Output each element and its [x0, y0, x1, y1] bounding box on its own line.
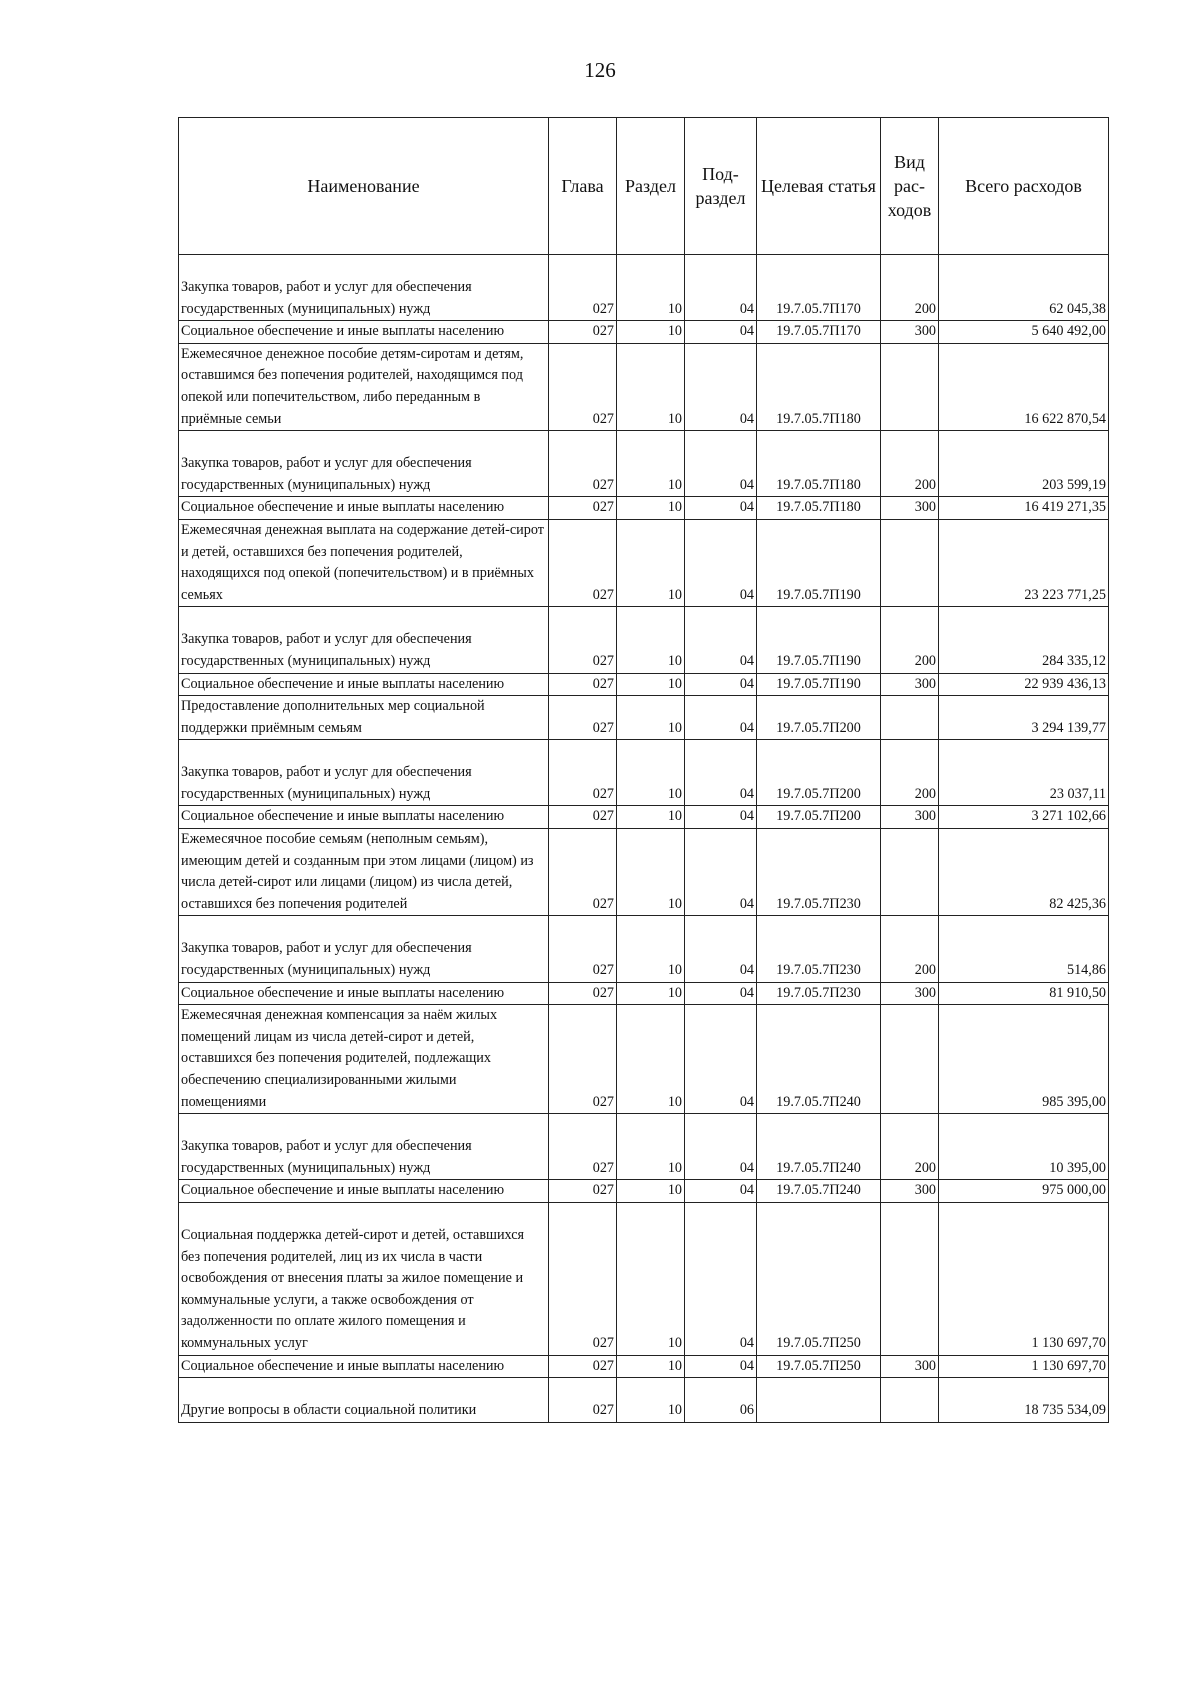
- row-subsection: 04: [685, 1114, 757, 1180]
- row-section: 10: [617, 696, 685, 740]
- table-row: [179, 1005, 1109, 1114]
- row-target: 19.7.05.7П240: [757, 1005, 881, 1114]
- row-name: Закупка товаров, работ и услуг для обеспечения государственных (муниципальных) нужд: [179, 740, 549, 806]
- row-name: Закупка товаров, работ и услуг для обеспечения государственных (муниципальных) нужд: [179, 607, 549, 673]
- row-type: 300: [881, 321, 939, 344]
- row-type: [881, 1005, 939, 1114]
- row-chapter: 027: [549, 916, 617, 982]
- row-subsection: 04: [685, 673, 757, 696]
- row-type: [881, 519, 939, 606]
- row-name: Социальное обеспечение и иные выплаты населению: [179, 806, 549, 829]
- row-section: 10: [617, 321, 685, 344]
- row-chapter: 027: [549, 1114, 617, 1180]
- row-chapter: 027: [549, 696, 617, 740]
- table-row: [179, 519, 1109, 606]
- col-target-header: Целевая статья: [757, 118, 881, 255]
- row-subsection: 04: [685, 1005, 757, 1114]
- row-target: 19.7.05.7П190: [757, 607, 881, 673]
- row-total: 23 037,11: [939, 740, 1109, 806]
- row-subsection: 04: [685, 255, 757, 321]
- row-type: 300: [881, 982, 939, 1005]
- row-name: Ежемесячное пособие семьям (неполным семьям), имеющим детей и созданным при этом лицами (лицом) из числа детей-сирот или лицами (лицом) из числа детей, оставшихся без попечения родителей: [179, 829, 549, 916]
- row-section: 10: [617, 497, 685, 520]
- row-section: 10: [617, 255, 685, 321]
- row-total: 985 395,00: [939, 1005, 1109, 1114]
- table-row: [179, 829, 1109, 916]
- table-row: [179, 1378, 1109, 1423]
- row-subsection: 06: [685, 1378, 757, 1423]
- page-number: 126: [584, 58, 616, 82]
- row-name: Закупка товаров, работ и услуг для обеспечения государственных (муниципальных) нужд: [179, 431, 549, 497]
- row-target: 19.7.05.7П240: [757, 1114, 881, 1180]
- row-chapter: 027: [549, 343, 617, 430]
- row-chapter: 027: [549, 1202, 617, 1355]
- row-subsection: 04: [685, 431, 757, 497]
- col-type-header: Вид рас-ходов: [881, 118, 939, 255]
- row-subsection: 04: [685, 829, 757, 916]
- table-row: [179, 673, 1109, 696]
- row-total: 203 599,19: [939, 431, 1109, 497]
- row-name: Социальное обеспечение и иные выплаты населению: [179, 1355, 549, 1378]
- row-subsection: 04: [685, 740, 757, 806]
- row-chapter: 027: [549, 1005, 617, 1114]
- table-row: [179, 497, 1109, 520]
- row-subsection: 04: [685, 916, 757, 982]
- row-total: 22 939 436,13: [939, 673, 1109, 696]
- row-subsection: 04: [685, 497, 757, 520]
- row-total: 23 223 771,25: [939, 519, 1109, 606]
- row-total: 18 735 534,09: [939, 1378, 1109, 1423]
- table-row: [179, 607, 1109, 673]
- row-type: 200: [881, 255, 939, 321]
- row-target: 19.7.05.7П180: [757, 343, 881, 430]
- row-target: 19.7.05.7П180: [757, 431, 881, 497]
- row-subsection: 04: [685, 607, 757, 673]
- row-name: Предоставление дополнительных мер социальной поддержки приёмным семьям: [179, 696, 549, 740]
- row-total: 81 910,50: [939, 982, 1109, 1005]
- row-chapter: 027: [549, 982, 617, 1005]
- table-body: [179, 255, 1109, 1423]
- row-target: 19.7.05.7П200: [757, 740, 881, 806]
- table-row: [179, 916, 1109, 982]
- row-subsection: 04: [685, 696, 757, 740]
- row-total: 16 419 271,35: [939, 497, 1109, 520]
- row-chapter: 027: [549, 1180, 617, 1203]
- row-type: 200: [881, 740, 939, 806]
- row-target: 19.7.05.7П200: [757, 696, 881, 740]
- row-subsection: 04: [685, 1202, 757, 1355]
- row-chapter: 027: [549, 1355, 617, 1378]
- row-target: 19.7.05.7П230: [757, 829, 881, 916]
- row-total: 1 130 697,70: [939, 1355, 1109, 1378]
- row-type: [881, 696, 939, 740]
- table-row: [179, 1180, 1109, 1203]
- table-row: [179, 1202, 1109, 1355]
- row-section: 10: [617, 1005, 685, 1114]
- row-type: [881, 829, 939, 916]
- row-type: 200: [881, 1114, 939, 1180]
- budget-table: [178, 117, 1109, 1423]
- row-type: 300: [881, 497, 939, 520]
- table-row: [179, 255, 1109, 321]
- col-subsection-header: Под-раздел: [685, 118, 757, 255]
- row-section: 10: [617, 829, 685, 916]
- row-subsection: 04: [685, 982, 757, 1005]
- row-target: 19.7.05.7П240: [757, 1180, 881, 1203]
- row-section: 10: [617, 607, 685, 673]
- row-total: 284 335,12: [939, 607, 1109, 673]
- row-section: 10: [617, 431, 685, 497]
- table-row: [179, 343, 1109, 430]
- row-chapter: 027: [549, 255, 617, 321]
- col-total-header: Всего расходов: [939, 118, 1109, 255]
- row-name: Ежемесячная денежная выплата на содержание детей-сирот и детей, оставшихся без попечения родителей, находящихся под опекой (попечительством) и в приёмных семьях: [179, 519, 549, 606]
- row-subsection: 04: [685, 343, 757, 430]
- table-row: [179, 1114, 1109, 1180]
- row-section: 10: [617, 1180, 685, 1203]
- row-type: 200: [881, 431, 939, 497]
- row-subsection: 04: [685, 519, 757, 606]
- table-row: [179, 740, 1109, 806]
- col-chapter-header: Глава: [549, 118, 617, 255]
- row-target: 19.7.05.7П250: [757, 1355, 881, 1378]
- header-row: [179, 118, 1109, 255]
- row-type: [881, 1202, 939, 1355]
- row-chapter: 027: [549, 740, 617, 806]
- row-target: 19.7.05.7П190: [757, 673, 881, 696]
- row-target: 19.7.05.7П180: [757, 497, 881, 520]
- row-chapter: 027: [549, 673, 617, 696]
- row-type: 200: [881, 607, 939, 673]
- table-row: [179, 1355, 1109, 1378]
- row-target: 19.7.05.7П230: [757, 982, 881, 1005]
- table-row: [179, 696, 1109, 740]
- row-name: Закупка товаров, работ и услуг для обеспечения государственных (муниципальных) нужд: [179, 1114, 549, 1180]
- row-total: 3 294 139,77: [939, 696, 1109, 740]
- table-row: [179, 431, 1109, 497]
- row-section: 10: [617, 806, 685, 829]
- row-name: Другие вопросы в области социальной политики: [179, 1378, 549, 1423]
- row-name: Ежемесячное денежное пособие детям-сиротам и детям, оставшимся без попечения родителей, находящимся под опекой или попечительством, либо переданным в приёмные семьи: [179, 343, 549, 430]
- row-target: 19.7.05.7П170: [757, 321, 881, 344]
- row-total: 3 271 102,66: [939, 806, 1109, 829]
- row-section: 10: [617, 673, 685, 696]
- row-section: 10: [617, 740, 685, 806]
- row-name: Социальная поддержка детей-сирот и детей, оставшихся без попечения родителей, лиц из их числа в части освобождения от внесения платы за жилое помещение и коммунальные услуги, а также освобождения от задолженности по оплате жилого помещения и коммунальных услуг: [179, 1202, 549, 1355]
- row-name: Социальное обеспечение и иные выплаты населению: [179, 321, 549, 344]
- row-total: 62 045,38: [939, 255, 1109, 321]
- table-row: [179, 806, 1109, 829]
- row-chapter: 027: [549, 497, 617, 520]
- row-name: Закупка товаров, работ и услуг для обеспечения государственных (муниципальных) нужд: [179, 255, 549, 321]
- row-chapter: 027: [549, 1378, 617, 1423]
- row-name: Социальное обеспечение и иные выплаты населению: [179, 982, 549, 1005]
- row-chapter: 027: [549, 607, 617, 673]
- row-chapter: 027: [549, 829, 617, 916]
- row-section: 10: [617, 982, 685, 1005]
- row-type: [881, 343, 939, 430]
- row-target: 19.7.05.7П170: [757, 255, 881, 321]
- row-name: Социальное обеспечение и иные выплаты населению: [179, 673, 549, 696]
- row-total: 16 622 870,54: [939, 343, 1109, 430]
- col-section-header: Раздел: [617, 118, 685, 255]
- row-name: Ежемесячная денежная компенсация за наём жилых помещений лицам из числа детей-сирот и детей, оставшихся без попечения родителей, подлежащих обеспечению специализированными жилыми помещениями: [179, 1005, 549, 1114]
- row-section: 10: [617, 916, 685, 982]
- row-target: [757, 1378, 881, 1423]
- row-subsection: 04: [685, 1180, 757, 1203]
- row-name: Закупка товаров, работ и услуг для обеспечения государственных (муниципальных) нужд: [179, 916, 549, 982]
- col-name-header: Наименование: [179, 118, 549, 255]
- row-type: 200: [881, 916, 939, 982]
- row-type: 300: [881, 1180, 939, 1203]
- row-subsection: 04: [685, 321, 757, 344]
- row-section: 10: [617, 519, 685, 606]
- row-section: 10: [617, 1355, 685, 1378]
- row-total: 1 130 697,70: [939, 1202, 1109, 1355]
- table-row: [179, 982, 1109, 1005]
- row-section: 10: [617, 1114, 685, 1180]
- row-total: 10 395,00: [939, 1114, 1109, 1180]
- row-name: Социальное обеспечение и иные выплаты населению: [179, 1180, 549, 1203]
- row-total: 82 425,36: [939, 829, 1109, 916]
- row-chapter: 027: [549, 321, 617, 344]
- row-chapter: 027: [549, 431, 617, 497]
- row-target: 19.7.05.7П190: [757, 519, 881, 606]
- row-subsection: 04: [685, 1355, 757, 1378]
- row-target: 19.7.05.7П200: [757, 806, 881, 829]
- row-type: [881, 1378, 939, 1423]
- row-total: 514,86: [939, 916, 1109, 982]
- row-section: 10: [617, 1202, 685, 1355]
- row-subsection: 04: [685, 806, 757, 829]
- row-chapter: 027: [549, 806, 617, 829]
- row-chapter: 027: [549, 519, 617, 606]
- row-name: Социальное обеспечение и иные выплаты населению: [179, 497, 549, 520]
- row-section: 10: [617, 343, 685, 430]
- row-total: 975 000,00: [939, 1180, 1109, 1203]
- row-type: 300: [881, 806, 939, 829]
- table-row: [179, 321, 1109, 344]
- row-type: 300: [881, 673, 939, 696]
- row-target: 19.7.05.7П250: [757, 1202, 881, 1355]
- row-type: 300: [881, 1355, 939, 1378]
- row-total: 5 640 492,00: [939, 321, 1109, 344]
- row-target: 19.7.05.7П230: [757, 916, 881, 982]
- row-section: 10: [617, 1378, 685, 1423]
